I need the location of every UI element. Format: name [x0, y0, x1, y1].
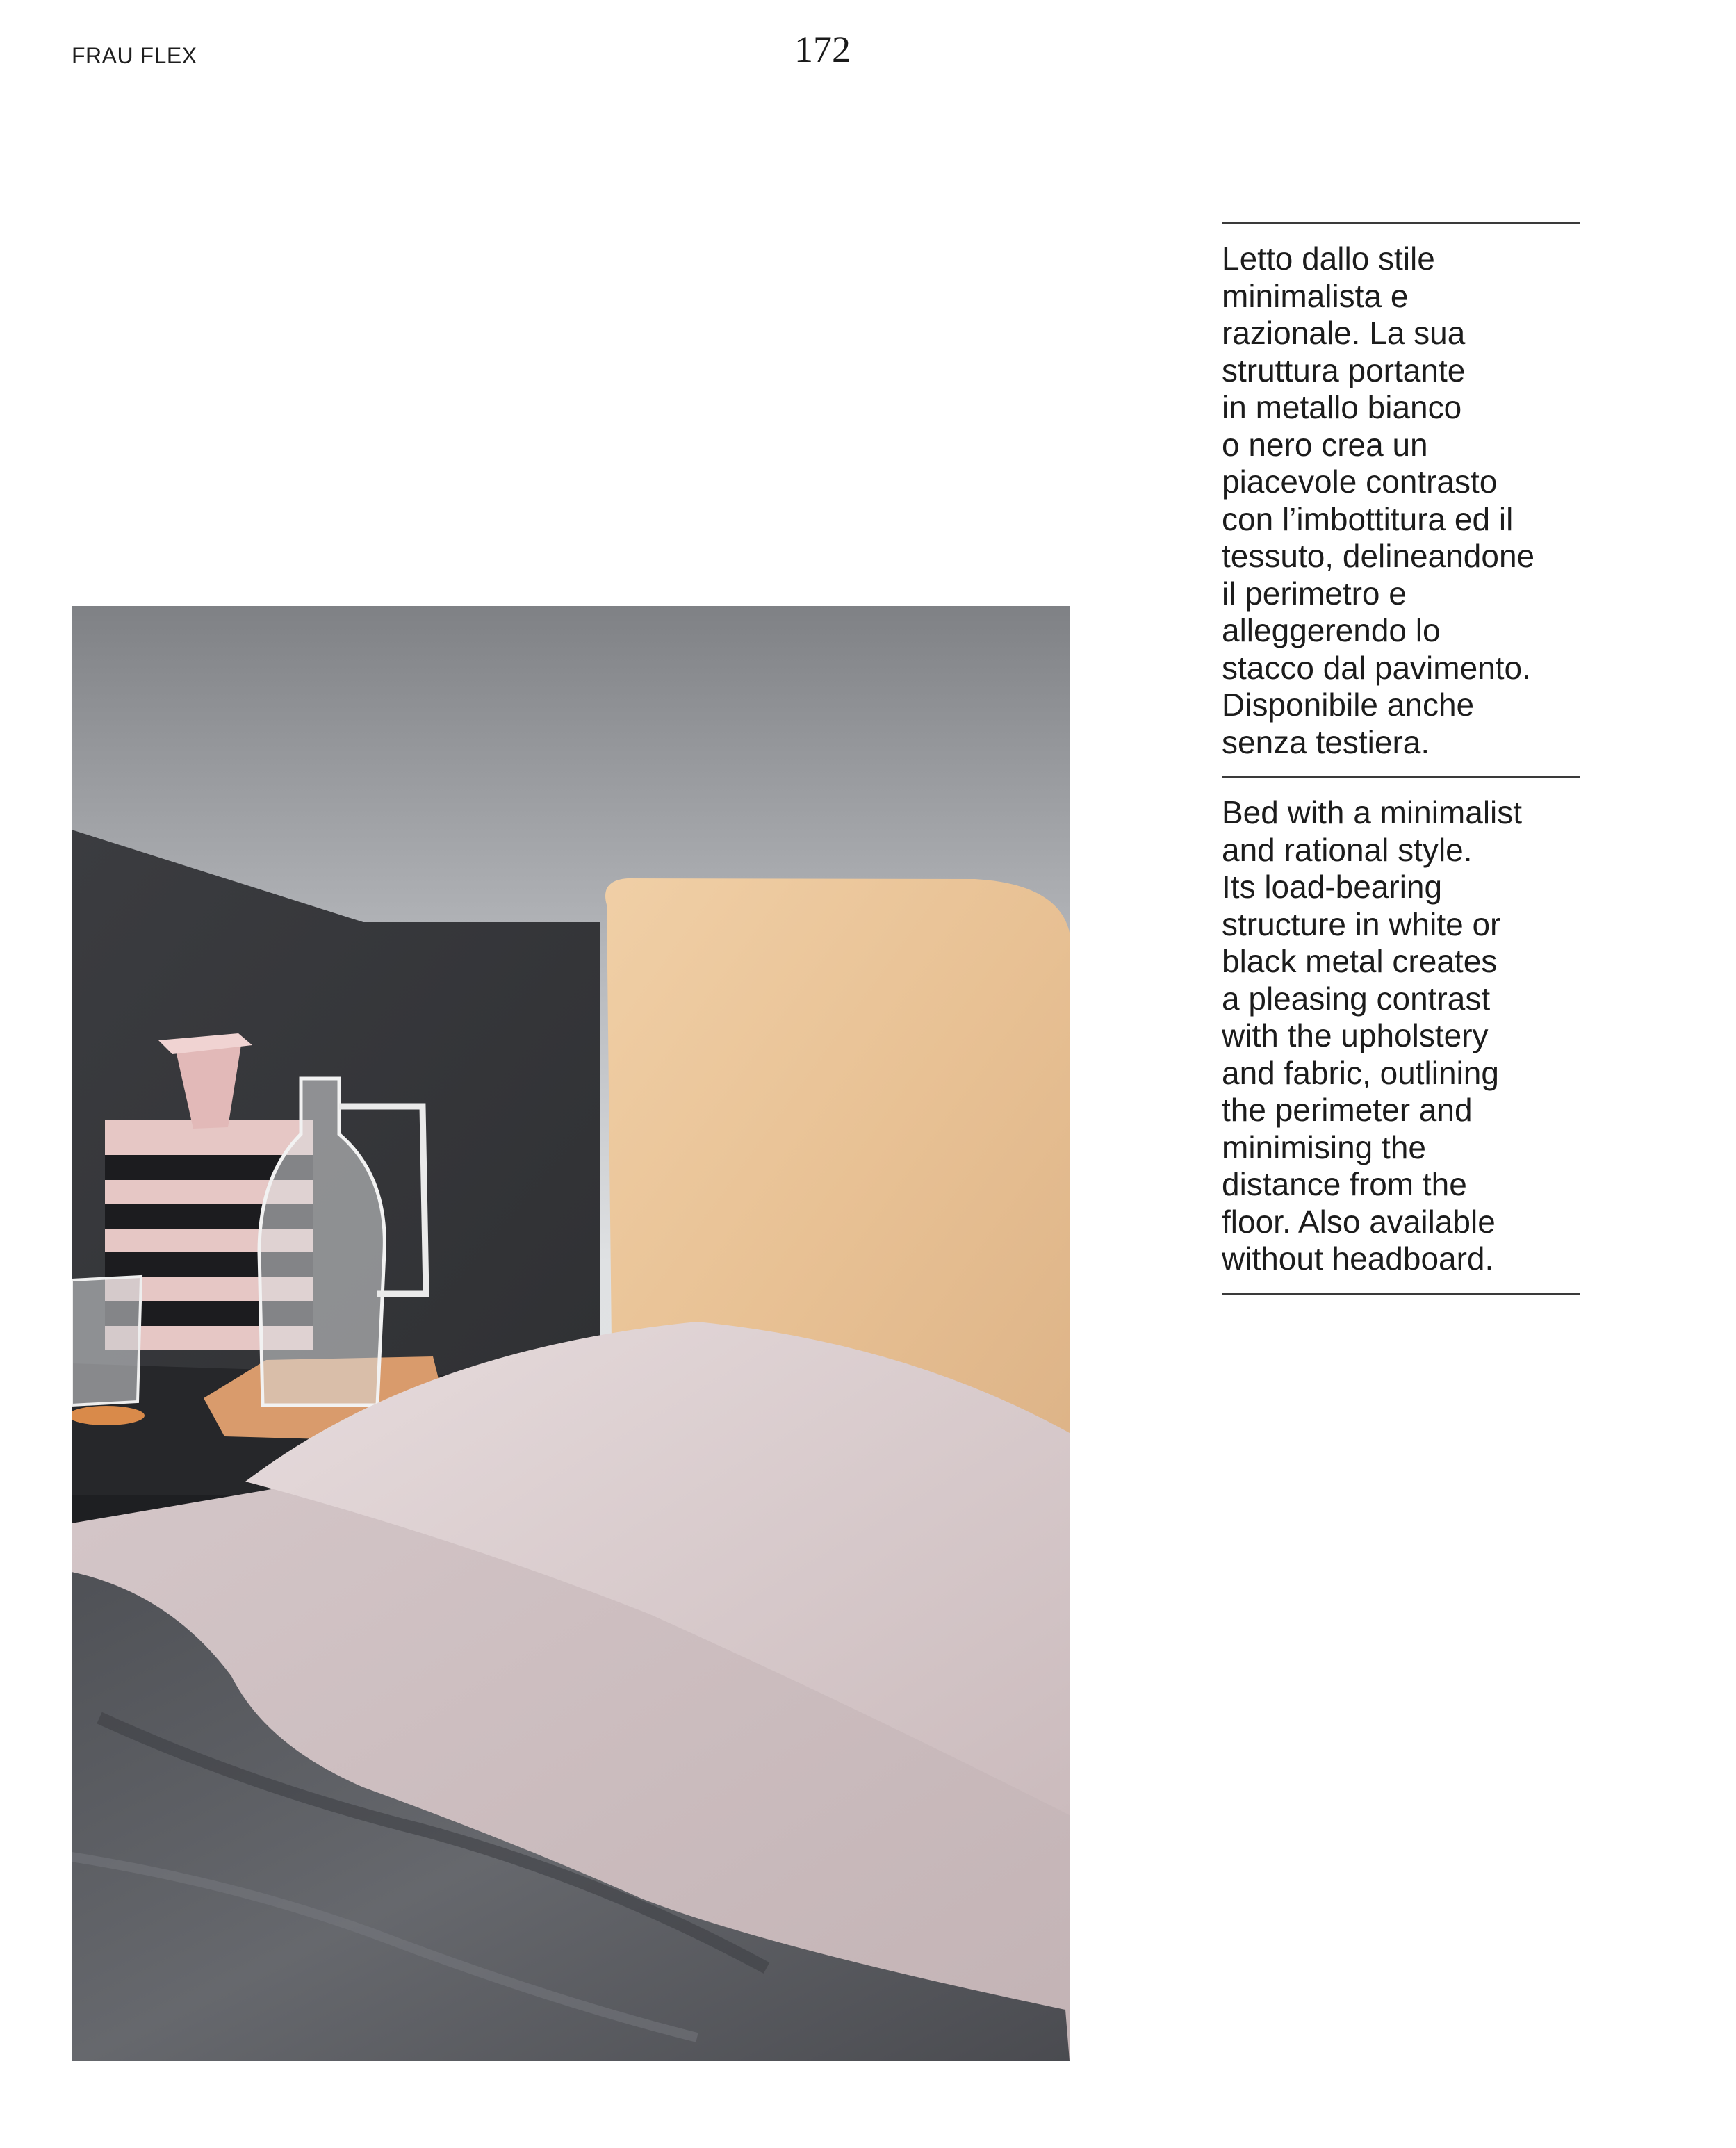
description-english: Bed with a minimalist and rational style. Its load-bearing structure in white or black metal creates a pleasing contrast with the upholstery and fabric, outlining the perimeter and minimising the distance from the floor. Also available without headboard.: [1222, 794, 1523, 1277]
description-italian: Letto dallo stile minimalista e razionale. La sua struttura portante in metallo bianco o nero crea un piacevole contrasto con l’imbottitura ed il tessuto, delineandone il perimetro e alleggerendo lo stacco dal pavimento. Disponibile anche senza testiera.: [1222, 240, 1535, 760]
photo-illustration: [72, 606, 1070, 2061]
description-column: [1222, 222, 1580, 1295]
page-number: 172: [794, 28, 851, 70]
running-head-brand: FRAU FLEX: [72, 43, 197, 68]
drinking-glass: [72, 1277, 141, 1405]
bottom-rule: [1222, 1293, 1580, 1295]
product-photo: [72, 606, 1070, 2061]
